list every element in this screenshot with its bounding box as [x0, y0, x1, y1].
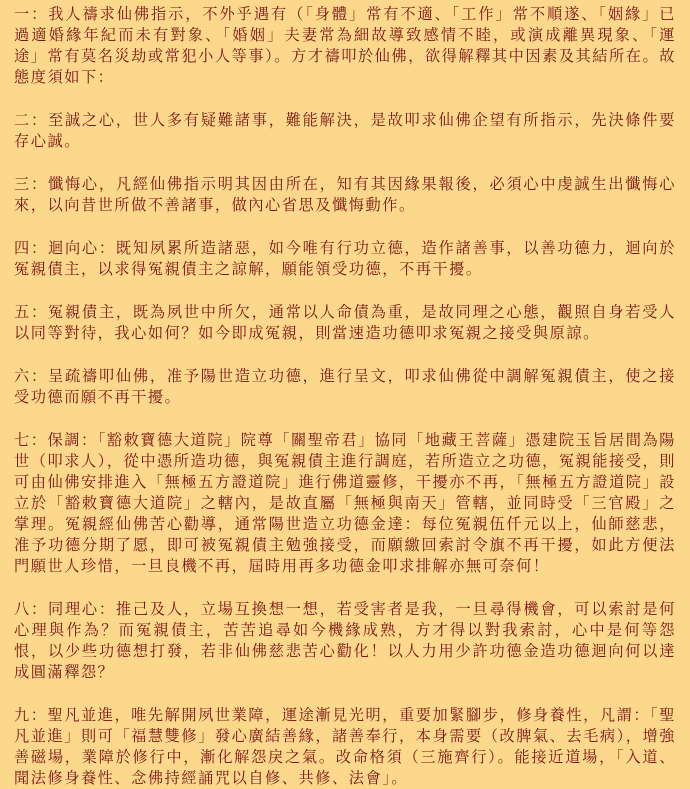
paragraph-6: 六：呈疏禱叩仙佛，准予陽世造立功德，進行呈文，叩求仙佛從中調解冤親債主，使之接受功德而願不再干擾。 [14, 367, 676, 406]
paragraph-7: 七：保調：「豁敕寶德大道院」院尊「關聖帝君」協同「地藏王菩薩」憑建院玉旨居間為陽世（叩求人），從中憑所造功德，與冤親債主進行調庭，若所造立之功德，冤親能接受，則可由仙佛安排進入「無極五方證道院」進行佛道靈修，干擾亦不再，「無極五方證道院」設立於「豁敕寶德大道院」之轄內，是故直屬「無極與南天」管轄，並同時受「三官殿」之掌理。冤親經仙佛苦心勸導，通常陽世造立功德金達：每位冤親伍仟元以上，仙師慈悲，准予功德分期了愿，即可被冤親債主勉強接受，而願繳回索討令旗不再干擾，如此方便法門願世人珍惜，一旦良機不再，屆時用再多功德金叩求排解亦無可奈何！ [14, 431, 676, 575]
paragraph-9: 九：聖凡並進，唯先解開夙世業障，運途漸見光明，重要加緊腳步，修身養性，凡謂：「聖凡並進」則可「福慧雙修」發心廣結善緣，諸善奉行，本身需要（改脾氣、去毛病），增強善磁場，業障於修行中，漸化解怨戾之氣。改命格須（三施齊行）。能接近道場，「入道、聞法修身養性、念佛持經誦咒以自修、共修、法會」。 [14, 706, 676, 787]
paragraph-2: 二：至誠之心，世人多有疑難諸事，難能解決，是故叩求仙佛企望有所指示，先決條件要存心誠。 [14, 111, 676, 150]
paragraph-1: 一：我人禱求仙佛指示，不外乎遇有（「身體」常有不適、「工作」常不順遂、「姻緣」已過適婚緣年紀而未有對象、「婚姻」夫妻常為細故導致感情不睦，或演成離異現象、「運途」常有莫名災劫或常犯小人等事）。方才禱叩於仙佛，欲得解釋其中因素及其結所在。故態度須如下： [14, 5, 676, 86]
paragraph-8: 八：同理心：推己及人，立場互換想一想，若受害者是我，一旦尋得機會，可以索討是何心理與作為？而冤親債主，苦苦追尋如今機緣成熟，方才得以對我索討，心中是何等怨恨，以少些功德想打發，若非仙佛慈悲苦心勸化！以人力用少許功德金造功德迴向何以達成圓滿釋怨？ [14, 600, 676, 681]
paragraph-3: 三：懺悔心，凡經仙佛指示明其因由所在，知有其因緣果報後，必須心中虔誠生出懺悔心來，以向昔世所做不善諸事，做內心省思及懺悔動作。 [14, 175, 676, 214]
paragraph-5: 五：冤親債主，既為夙世中所欠，通常以人命債為重，是故同理之心態，觀照自身若受人以同等對待，我心如何？如今即成冤親，則當速造功德叩求冤親之接受與原諒。 [14, 303, 676, 342]
paragraph-4: 四：迴向心：既知夙累所造諸惡，如今唯有行功立德，造作諸善事，以善功德力，迴向於冤親債主，以求得冤親債主之諒解，願能領受功德，不再干擾。 [14, 239, 676, 278]
